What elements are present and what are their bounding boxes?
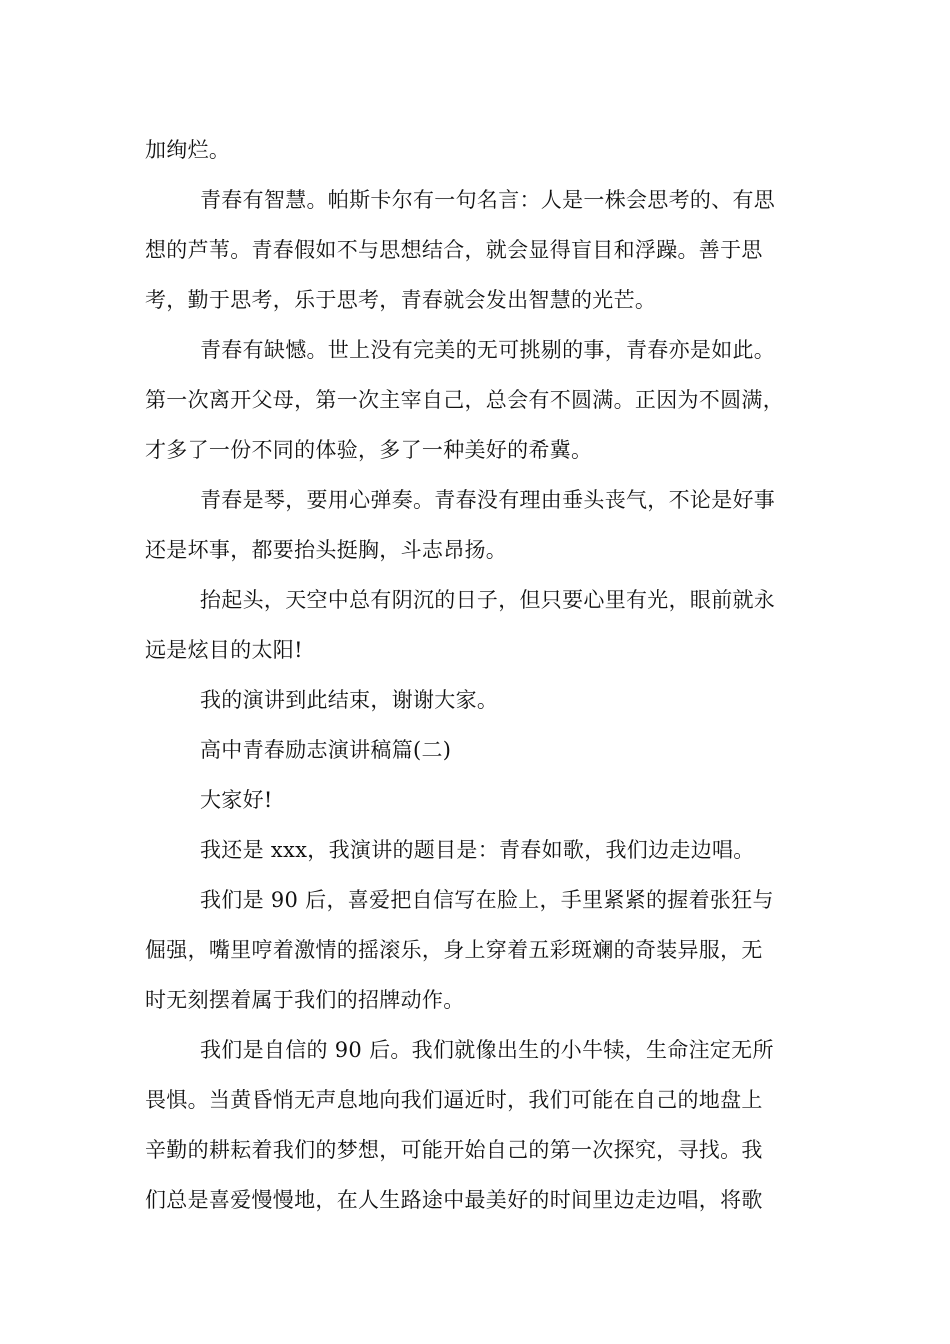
- text-line: 青春是琴，要用心弹奏。青春没有理由垂头丧气，不论是好事: [200, 488, 776, 512]
- text-line: 倔强，嘴里哼着激情的摇滚乐，身上穿着五彩斑斓的奇装异服，无: [145, 938, 763, 962]
- text-line: 考，勤于思考，乐于思考，青春就会发出智慧的光芒。: [145, 288, 657, 312]
- text-line: 我的演讲到此结束，谢谢大家。: [200, 688, 499, 712]
- text-line: 我们是 90 后，喜爱把自信写在脸上，手里紧紧的握着张狂与: [200, 888, 774, 912]
- text-line: 我还是 xxx，我演讲的题目是：青春如歌，我们边走边唱。: [200, 838, 755, 862]
- text-line: 们总是喜爱慢慢地，在人生路途中最美好的时间里边走边唱，将歌: [145, 1188, 763, 1212]
- text-line: 时无刻摆着属于我们的招牌动作。: [145, 988, 465, 1012]
- text-line: 还是坏事，都要抬头挺胸，斗志昂扬。: [145, 538, 508, 562]
- text-line: 畏惧。当黄昏悄无声息地向我们逼近时，我们可能在自己的地盘上: [145, 1088, 763, 1112]
- text-line: 想的芦苇。青春假如不与思想结合，就会显得盲目和浮躁。善于思: [145, 238, 763, 262]
- text-line: 大家好!: [200, 788, 273, 812]
- text-line: 青春有智慧。帕斯卡尔有一句名言：人是一株会思考的、有思: [200, 188, 776, 212]
- text-line: 青春有缺憾。世上没有完美的无可挑剔的事，青春亦是如此。: [200, 338, 776, 362]
- text-line: 辛勤的耕耘着我们的梦想，可能开始自己的第一次探究，寻找。我: [145, 1138, 763, 1162]
- text-line: 加绚烂。: [145, 138, 231, 162]
- text-line: 我们是自信的 90 后。我们就像出生的小牛犊，生命注定无所: [200, 1038, 774, 1062]
- text-line: 抬起头，天空中总有阴沉的日子，但只要心里有光，眼前就永: [200, 588, 776, 612]
- text-line: 第一次离开父母，第一次主宰自己，总会有不圆满。正因为不圆满，: [145, 388, 784, 412]
- text-line: 远是炫目的太阳!: [145, 638, 303, 662]
- text-line: 才多了一份不同的体验，多了一种美好的希冀。: [145, 438, 593, 462]
- section-title: 高中青春励志演讲稿篇(二): [200, 738, 452, 762]
